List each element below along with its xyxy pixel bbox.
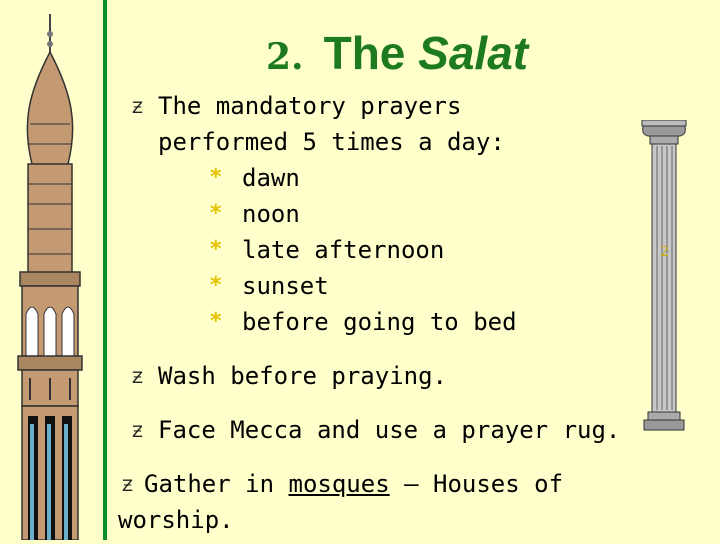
prayer-time-item: dawn xyxy=(242,164,300,192)
star-bullet-icon: * xyxy=(210,201,222,226)
bullet-text-prefix: Gather in xyxy=(144,470,289,498)
title-emphasis: Salat xyxy=(418,27,529,79)
title-number: 2. xyxy=(266,36,304,78)
prayer-time-item: before going to bed xyxy=(242,308,517,336)
bullet-text xyxy=(144,466,563,502)
bullet-text-continued: worship. xyxy=(118,506,234,534)
bullet-text-suffix: – Houses of xyxy=(389,470,564,498)
star-bullet-icon: * xyxy=(210,309,222,334)
prayer-time-item: noon xyxy=(242,200,300,228)
column-number-label: 2 xyxy=(660,244,669,260)
prayer-time-item: sunset xyxy=(242,272,329,300)
bullet-text: Wash before praying. xyxy=(158,362,447,390)
prayer-time-item: late afternoon xyxy=(242,236,445,264)
star-bullet-icon: * xyxy=(210,237,222,262)
title-prefix: The xyxy=(323,27,419,79)
bullet-text-continued: performed 5 times a day: xyxy=(158,128,505,156)
star-bullet-icon: * xyxy=(210,273,222,298)
z-bullet-icon: Ƶ xyxy=(132,422,143,441)
z-bullet-icon: Ƶ xyxy=(132,98,143,117)
z-bullet-icon: Ƶ xyxy=(122,476,133,495)
greek-column-illustration xyxy=(640,120,688,436)
slide-title xyxy=(266,26,528,86)
mosques-link[interactable]: mosques xyxy=(288,470,390,498)
green-divider-line xyxy=(103,0,107,540)
bullet-text: Face Mecca and use a prayer rug. xyxy=(158,416,621,444)
bullet-text: The mandatory prayers xyxy=(158,92,462,120)
star-bullet-icon: * xyxy=(210,165,222,190)
minaret-illustration xyxy=(8,14,92,544)
z-bullet-icon: Ƶ xyxy=(132,368,143,387)
